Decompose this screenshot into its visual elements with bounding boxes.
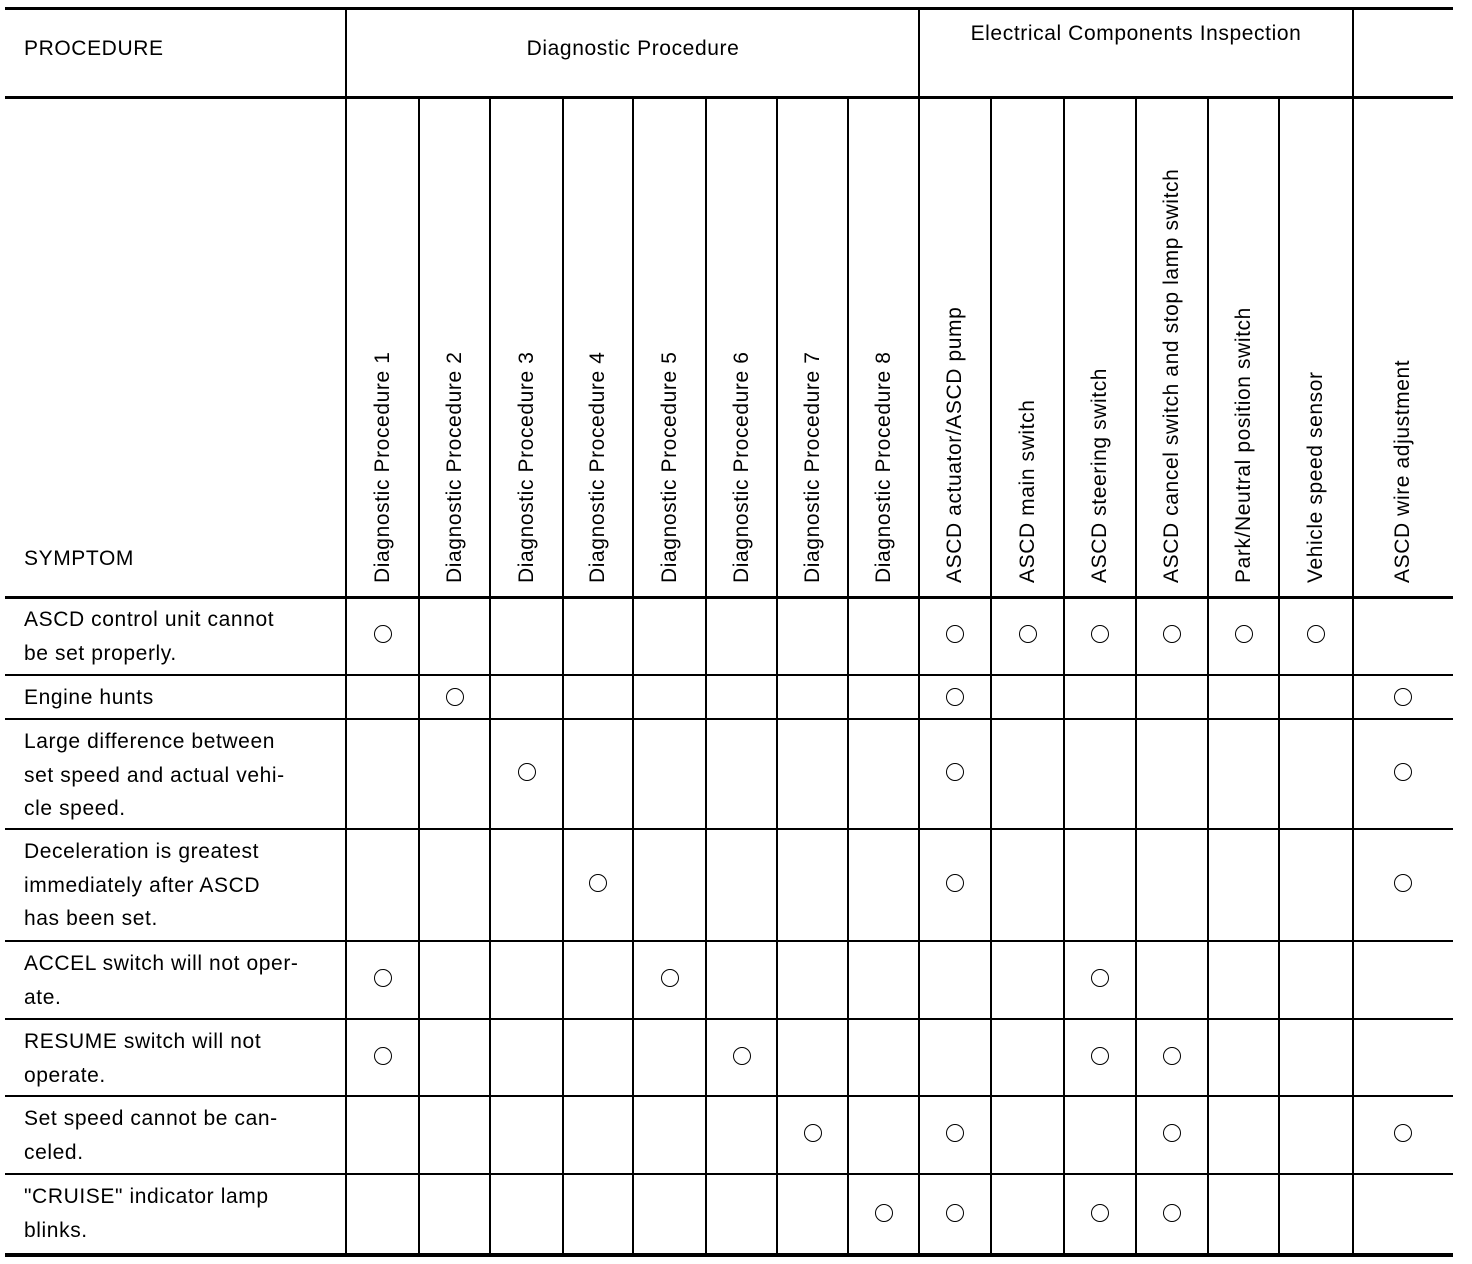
column-header-cell (419, 97, 490, 597)
column-header-cell (563, 97, 633, 597)
column-header-label: Diagnostic Procedure 7 (800, 351, 824, 583)
symptom-line: ate. (24, 985, 62, 1009)
symptom-line: RESUME switch will not (24, 1030, 262, 1053)
column-header-label: Diagnostic Procedure 3 (514, 351, 538, 583)
column-header-label: Diagnostic Procedure 5 (657, 351, 681, 583)
check-circle-mark (1163, 1124, 1181, 1142)
symptom-text (24, 681, 154, 715)
symptom-line: Set speed cannot be can- (24, 1107, 278, 1130)
column-header-label: Diagnostic Procedure 1 (370, 351, 394, 583)
column-header-cell (1279, 97, 1353, 597)
column-header-cell (1208, 97, 1279, 597)
check-circle-mark (446, 688, 464, 706)
row-divider (5, 828, 1453, 830)
check-circle-mark (1091, 625, 1109, 643)
symptom-text (24, 835, 260, 936)
symptom-text (24, 1025, 261, 1092)
procedure-header: PROCEDURE (24, 37, 164, 60)
row-divider (5, 1173, 1453, 1175)
symptom-line: ASCD control unit cannot (24, 608, 275, 631)
symptom-line: "CRUISE" indicator lamp (24, 1185, 269, 1208)
column-header-cell (706, 97, 777, 597)
column-header-label: Diagnostic Procedure 6 (729, 351, 753, 583)
column-header-label: ASCD steering switch (1088, 367, 1111, 583)
row-divider (5, 1095, 1453, 1097)
symptom-text (24, 947, 299, 1014)
column-header-cell (490, 97, 563, 597)
symptom-header: SYMPTOM (24, 547, 134, 570)
check-circle-mark (589, 874, 607, 892)
column-header-label: ASCD wire adjustment (1391, 359, 1414, 583)
check-circle-mark (1163, 1047, 1181, 1065)
check-circle-mark (1307, 625, 1325, 643)
check-circle-mark (1163, 1204, 1181, 1222)
symptom-text (24, 603, 274, 670)
diagnostic-procedure-group-header: Diagnostic Procedure (526, 37, 740, 60)
check-circle-mark (1394, 688, 1412, 706)
check-circle-mark (1235, 625, 1253, 643)
row-divider (5, 1018, 1453, 1020)
symptom-line: has been set. (24, 907, 158, 930)
row-divider (5, 718, 1453, 720)
check-circle-mark (374, 969, 392, 987)
column-header-label: Vehicle speed sensor (1304, 371, 1327, 583)
check-circle-mark (1394, 874, 1412, 892)
column-header-cell (848, 97, 919, 597)
symptom-text (24, 725, 285, 826)
symptom-line: blinks. (24, 1218, 88, 1242)
check-circle-mark (946, 625, 964, 643)
check-circle-mark (1394, 1124, 1412, 1142)
symptom-line: set speed and actual vehi- (24, 763, 285, 787)
electrical-inspection-group-header: Electrical Components Inspection (970, 22, 1302, 45)
row-divider (5, 940, 1453, 942)
column-header-cell (1353, 97, 1453, 597)
column-header-cell (633, 97, 706, 597)
check-circle-mark (946, 688, 964, 706)
symptom-line: Large difference between (24, 730, 276, 753)
symptom-text (24, 1180, 269, 1247)
column-header-label: Diagnostic Procedure 8 (871, 351, 895, 583)
column-header-cell (346, 97, 419, 597)
check-circle-mark (1091, 1047, 1109, 1065)
column-header-label: Diagnostic Procedure 2 (442, 351, 466, 583)
symptom-line: Deceleration is greatest (24, 840, 260, 863)
symptom-line: ACCEL switch will not oper- (24, 952, 299, 975)
check-circle-mark (804, 1124, 822, 1142)
column-header-cell (919, 97, 991, 597)
row-divider (5, 674, 1453, 676)
symptom-line: celed. (24, 1140, 84, 1164)
symptom-line: Engine hunts (24, 686, 154, 709)
column-header-cell (1136, 97, 1208, 597)
column-header-cell (777, 97, 848, 597)
check-circle-mark (1091, 1204, 1109, 1222)
column-header-label: ASCD actuator/ASCD pump (943, 306, 966, 583)
column-header-label: Diagnostic Procedure 4 (586, 351, 609, 583)
check-circle-mark (946, 1204, 964, 1222)
symptom-line: be set properly. (24, 641, 177, 665)
symptom-line: immediately after ASCD (24, 873, 261, 897)
check-circle-mark (1019, 625, 1037, 643)
column-header-cell (1064, 97, 1136, 597)
symptom-text (24, 1102, 278, 1169)
check-circle-mark (374, 1047, 392, 1065)
check-circle-mark (374, 625, 392, 643)
check-circle-mark (946, 1124, 964, 1142)
column-header-label: ASCD cancel switch and stop lamp switch (1160, 168, 1183, 583)
column-header-label: Park/Neutral position switch (1231, 307, 1255, 583)
check-circle-mark (733, 1047, 751, 1065)
table-top-rule (5, 7, 1453, 10)
symptom-line: cle speed. (24, 797, 126, 820)
check-circle-mark (518, 763, 536, 781)
check-circle-mark (1163, 625, 1181, 643)
check-circle-mark (661, 969, 679, 987)
check-circle-mark (875, 1204, 893, 1222)
check-circle-mark (946, 874, 964, 892)
column-header-label: ASCD main switch (1015, 399, 1039, 583)
check-circle-mark (1091, 969, 1109, 987)
column-header-cell (991, 97, 1064, 597)
check-circle-mark (946, 763, 964, 781)
check-circle-mark (1394, 763, 1412, 781)
table-bottom-rule (5, 1253, 1453, 1257)
symptom-line: operate. (24, 1063, 106, 1087)
